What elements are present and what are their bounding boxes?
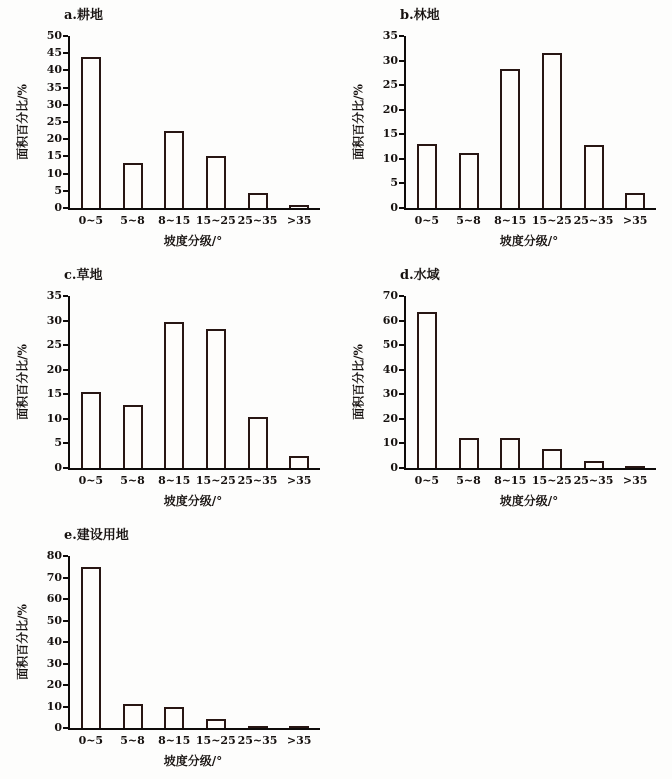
- y-tick-mark: [399, 369, 404, 371]
- bar-a-15~25: [206, 156, 226, 208]
- y-tick-label: 30: [46, 313, 62, 327]
- y-tick-label: 30: [46, 656, 62, 670]
- y-tick-label: 40: [46, 635, 62, 648]
- x-axis-label: 坡度分级/°: [163, 494, 223, 508]
- bar-e->35: [289, 726, 309, 728]
- y-tick-label: 80: [46, 549, 62, 562]
- chart-e: [0, 520, 336, 779]
- bar-b-8~15: [500, 69, 520, 208]
- y-tick-mark: [63, 684, 68, 686]
- chart-c: [0, 260, 336, 520]
- y-tick-mark: [63, 369, 68, 371]
- x-tick-label: 8~15: [158, 474, 191, 487]
- chart-title-a: a.耕地: [64, 8, 103, 23]
- y-tick-label: 40: [382, 362, 398, 376]
- x-tick-label: 0~5: [78, 214, 104, 227]
- y-tick-label: 25: [46, 338, 62, 352]
- bar-b->35: [625, 193, 645, 208]
- y-tick-label: 50: [46, 29, 62, 42]
- y-tick-mark: [399, 295, 404, 297]
- chart-title-b: b.林地: [400, 8, 440, 23]
- y-tick-mark: [63, 320, 68, 322]
- y-tick-mark: [399, 109, 404, 111]
- y-tick-mark: [63, 727, 68, 729]
- y-tick-label: 30: [382, 53, 398, 67]
- bar-d-8~15: [500, 438, 520, 468]
- y-tick-label: 50: [46, 613, 62, 627]
- x-tick-label: 15~25: [195, 734, 236, 747]
- bar-c-15~25: [206, 329, 226, 468]
- y-tick-mark: [63, 442, 68, 444]
- y-tick-label: 5: [54, 436, 62, 450]
- y-tick-mark: [399, 84, 404, 86]
- x-tick-label: 15~25: [531, 474, 572, 487]
- y-tick-label: 20: [46, 678, 62, 691]
- bar-c-25~35: [248, 417, 268, 468]
- x-axis-label: 坡度分级/°: [163, 234, 223, 248]
- x-tick-label: 25~35: [573, 474, 614, 487]
- y-tick-mark: [399, 442, 404, 444]
- y-tick-label: 40: [46, 63, 62, 77]
- bar-e-25~35: [248, 726, 268, 728]
- y-tick-mark: [63, 706, 68, 708]
- x-axis-label: 坡度分级/°: [499, 234, 559, 248]
- y-tick-mark: [63, 344, 68, 346]
- y-tick-label: 15: [46, 387, 62, 401]
- chart-title-c: c.草地: [64, 268, 103, 283]
- y-axis-label: 面积百分比/%: [15, 604, 30, 680]
- y-tick-mark: [63, 52, 68, 54]
- y-axis-label: 面积百分比/%: [351, 344, 366, 420]
- y-tick-mark: [63, 190, 68, 192]
- y-tick-mark: [63, 155, 68, 157]
- x-tick-label: 5~8: [456, 474, 481, 487]
- y-tick-mark: [63, 69, 68, 71]
- y-tick-label: 5: [54, 183, 62, 197]
- y-tick-label: 0: [54, 201, 62, 214]
- y-tick-label: 20: [382, 102, 398, 116]
- y-tick-mark: [63, 620, 68, 622]
- bar-d-5~8: [459, 438, 479, 468]
- bar-d-15~25: [542, 449, 562, 468]
- bar-a->35: [289, 205, 309, 208]
- y-tick-label: 0: [54, 461, 62, 474]
- x-tick-label: 25~35: [237, 474, 278, 487]
- x-tick-label: 15~25: [195, 214, 236, 227]
- bar-e-15~25: [206, 719, 226, 728]
- y-tick-mark: [399, 320, 404, 322]
- bar-a-5~8: [123, 163, 143, 208]
- y-tick-label: 10: [382, 151, 398, 165]
- y-tick-label: 20: [46, 132, 62, 146]
- plot-area-a: [46, 29, 320, 227]
- y-tick-mark: [63, 173, 68, 175]
- y-tick-mark: [63, 418, 68, 420]
- y-tick-label: 25: [46, 115, 62, 128]
- y-tick-mark: [63, 35, 68, 37]
- y-tick-mark: [63, 104, 68, 106]
- bar-d->35: [625, 466, 645, 468]
- x-tick-label: 8~15: [494, 214, 527, 227]
- y-tick-mark: [63, 598, 68, 600]
- y-tick-label: 10: [382, 436, 398, 450]
- chart-title-d: d.水域: [400, 268, 440, 283]
- bar-a-0~5: [81, 57, 101, 208]
- x-tick-label: 8~15: [158, 734, 191, 747]
- y-tick-label: 0: [390, 461, 398, 474]
- y-tick-mark: [399, 133, 404, 135]
- y-tick-mark: [399, 182, 404, 184]
- y-tick-label: 60: [46, 592, 62, 605]
- bar-b-5~8: [459, 153, 479, 208]
- x-axis-label: 坡度分级/°: [163, 754, 223, 768]
- y-tick-label: 20: [382, 411, 398, 425]
- bar-b-15~25: [542, 53, 562, 208]
- y-tick-mark: [63, 295, 68, 297]
- y-tick-label: 10: [46, 411, 62, 425]
- y-tick-label: 0: [54, 721, 62, 734]
- y-tick-label: 60: [382, 313, 398, 327]
- x-tick-label: >35: [286, 214, 312, 227]
- y-tick-label: 25: [382, 78, 398, 92]
- y-tick-mark: [63, 641, 68, 643]
- x-tick-label: 25~35: [573, 214, 614, 227]
- y-tick-mark: [399, 344, 404, 346]
- x-tick-label: 5~8: [120, 474, 145, 487]
- y-tick-mark: [399, 393, 404, 395]
- y-tick-mark: [63, 577, 68, 579]
- y-tick-mark: [63, 87, 68, 89]
- bar-a-8~15: [164, 131, 184, 208]
- y-tick-mark: [63, 555, 68, 557]
- chart-a: [0, 0, 336, 260]
- bar-c-5~8: [123, 405, 143, 468]
- y-tick-mark: [399, 418, 404, 420]
- y-axis-label: 面积百分比/%: [351, 84, 366, 160]
- plot-area-b: [382, 29, 656, 227]
- y-axis-label: 面积百分比/%: [15, 344, 30, 420]
- x-tick-label: 0~5: [78, 474, 104, 487]
- bar-a-25~35: [248, 193, 268, 208]
- y-tick-mark: [63, 138, 68, 140]
- bar-c->35: [289, 456, 309, 468]
- chart-b: [336, 0, 672, 260]
- y-tick-mark: [399, 467, 404, 469]
- y-tick-mark: [399, 60, 404, 62]
- y-tick-label: 0: [390, 201, 398, 214]
- y-tick-label: 45: [46, 46, 62, 60]
- plot-area-c: [46, 289, 320, 487]
- y-tick-label: 35: [46, 289, 62, 302]
- y-tick-mark: [63, 663, 68, 665]
- y-tick-mark: [63, 467, 68, 469]
- y-tick-label: 35: [382, 29, 398, 42]
- bar-e-8~15: [164, 707, 184, 729]
- y-tick-mark: [63, 207, 68, 209]
- y-tick-label: 50: [382, 338, 398, 352]
- bar-e-5~8: [123, 704, 143, 728]
- x-tick-label: 0~5: [414, 214, 440, 227]
- x-tick-label: 0~5: [78, 734, 104, 747]
- y-tick-label: 20: [46, 362, 62, 376]
- y-tick-label: 30: [46, 97, 62, 111]
- bar-d-25~35: [584, 461, 604, 468]
- bar-d-0~5: [417, 312, 437, 468]
- bar-b-25~35: [584, 145, 604, 208]
- x-tick-label: 15~25: [195, 474, 236, 487]
- x-tick-label: >35: [286, 474, 312, 487]
- y-tick-label: 10: [46, 699, 62, 713]
- bar-c-0~5: [81, 392, 101, 468]
- y-tick-mark: [399, 35, 404, 37]
- x-tick-label: 25~35: [237, 214, 278, 227]
- y-tick-label: 70: [382, 289, 398, 302]
- x-tick-label: 0~5: [414, 474, 440, 487]
- y-tick-label: 5: [390, 176, 398, 190]
- bar-e-0~5: [81, 567, 101, 728]
- x-tick-label: 15~25: [531, 214, 572, 227]
- chart-title-e: e.建设用地: [64, 528, 129, 543]
- x-tick-label: 5~8: [120, 214, 145, 227]
- y-tick-label: 10: [46, 166, 62, 180]
- x-axis-label: 坡度分级/°: [499, 494, 559, 508]
- plot-area-d: [382, 289, 656, 487]
- y-tick-mark: [63, 393, 68, 395]
- y-tick-label: 15: [382, 127, 398, 141]
- y-tick-label: 70: [46, 570, 62, 584]
- x-tick-label: 25~35: [237, 734, 278, 747]
- y-tick-label: 15: [46, 149, 62, 163]
- x-tick-label: 8~15: [158, 214, 191, 227]
- y-tick-mark: [63, 121, 68, 123]
- x-tick-label: 5~8: [120, 734, 145, 747]
- x-tick-label: >35: [622, 474, 648, 487]
- bar-c-8~15: [164, 322, 184, 468]
- chart-d: [336, 260, 672, 520]
- x-tick-label: >35: [286, 734, 312, 747]
- x-tick-label: 8~15: [494, 474, 527, 487]
- y-tick-mark: [399, 207, 404, 209]
- x-tick-label: >35: [622, 214, 648, 227]
- y-tick-label: 35: [46, 80, 62, 94]
- y-tick-label: 30: [382, 387, 398, 401]
- y-tick-mark: [399, 158, 404, 160]
- x-tick-label: 5~8: [456, 214, 481, 227]
- y-axis-label: 面积百分比/%: [15, 84, 30, 160]
- bar-b-0~5: [417, 144, 437, 208]
- plot-area-e: [46, 549, 320, 747]
